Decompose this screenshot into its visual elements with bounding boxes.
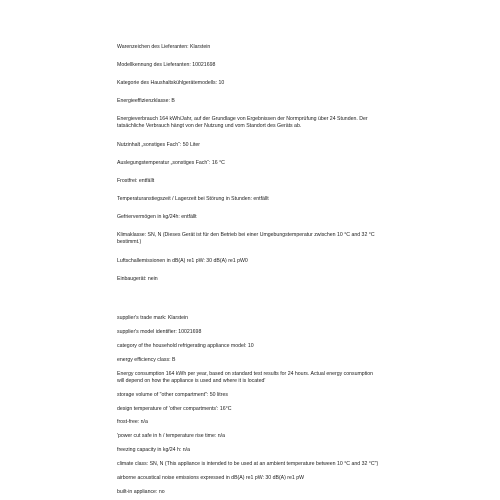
en-noise-emissions: airborne acoustical noise emissions expressed in dB(A) re1 pW: 30 dB(A) re1 pW (117, 475, 305, 482)
en-freezing-capacity: freezing capacity in kg/24 h: n/a (117, 447, 190, 454)
en-model-identifier: supplier's model identifier: 10021698 (117, 328, 202, 335)
en-built-in: built-in appliance: no (117, 489, 165, 495)
de-temperature-rise-time: Temperaturanstiegszeit / Lagerzeit bei Störung in Stunden: entfällt (117, 196, 269, 202)
de-energy-class: Energieeffizienzklasse: B (117, 98, 175, 104)
en-category: category of the household refrigerating appliance model: 10 (117, 342, 254, 349)
en-frost-free: frost-free: n/a (117, 419, 148, 426)
en-storage-volume: storage volume of "other compartment": 50 litres (117, 391, 228, 398)
de-model-identifier: Modellkennung des Lieferanten: 10021698 (117, 62, 216, 68)
de-storage-volume: Nutzinhalt „sonstiges Fach“: 50 Liter (117, 142, 201, 148)
de-energy-consumption: Energieverbrauch 164 kWh/Jahr, auf der Grundlage von Ergebnissen der Normprüfung über 24 Stunden. Der tatsächliche Verbrauch hängt von der Nutzung und vom Standort des Geräts ab. (117, 116, 368, 129)
de-design-temperature: Auslegungstemperatur „sonstiges Fach“: 16 °C (117, 160, 225, 166)
document-page (117, 0, 379, 500)
en-energy-consumption: Energy consumption 164 kWh per year, based on standard test results for 24 hours. Actual energy consumption will depend on how the appliance is used and where it is located' (117, 370, 374, 384)
de-freezing-capacity: Gefriervermögen in kg/24h: entfällt (117, 214, 197, 220)
de-built-in: Einbaugerät: nein (117, 276, 158, 282)
de-trade-mark: Warenzeichen des Lieferanten: Klarstein (117, 44, 211, 50)
en-temperature-rise-time: 'power cut safe in h / temperature rise time: n/a (117, 433, 225, 440)
en-climate-class: climate class: SN, N (This appliance is intended to be used at an ambient temperature between 10 °C and 32 °C") (117, 461, 379, 468)
de-category: Kategorie des Haushaltskühlgerätemodells: 10 (117, 80, 225, 86)
de-climate-class: Klimaklasse: SN, N (Dieses Gerät ist für den Betrieb bei einer Umgebungstemperatur zwischen 10 °C and 32 °C bestimmt.) (117, 232, 375, 245)
en-energy-class: energy efficiency class: B (117, 356, 176, 363)
en-design-temperature: design temperature of 'other compartments': 16°C (117, 405, 232, 412)
en-trade-mark: supplier's trade mark: Klarstein (117, 315, 189, 321)
de-noise-emissions: Luftschallemissionen in dB(A) re1 pW: 30 dB(A) re1 pW0 (117, 258, 248, 264)
de-frost-free: Frostfrei: entfällt (117, 178, 155, 184)
